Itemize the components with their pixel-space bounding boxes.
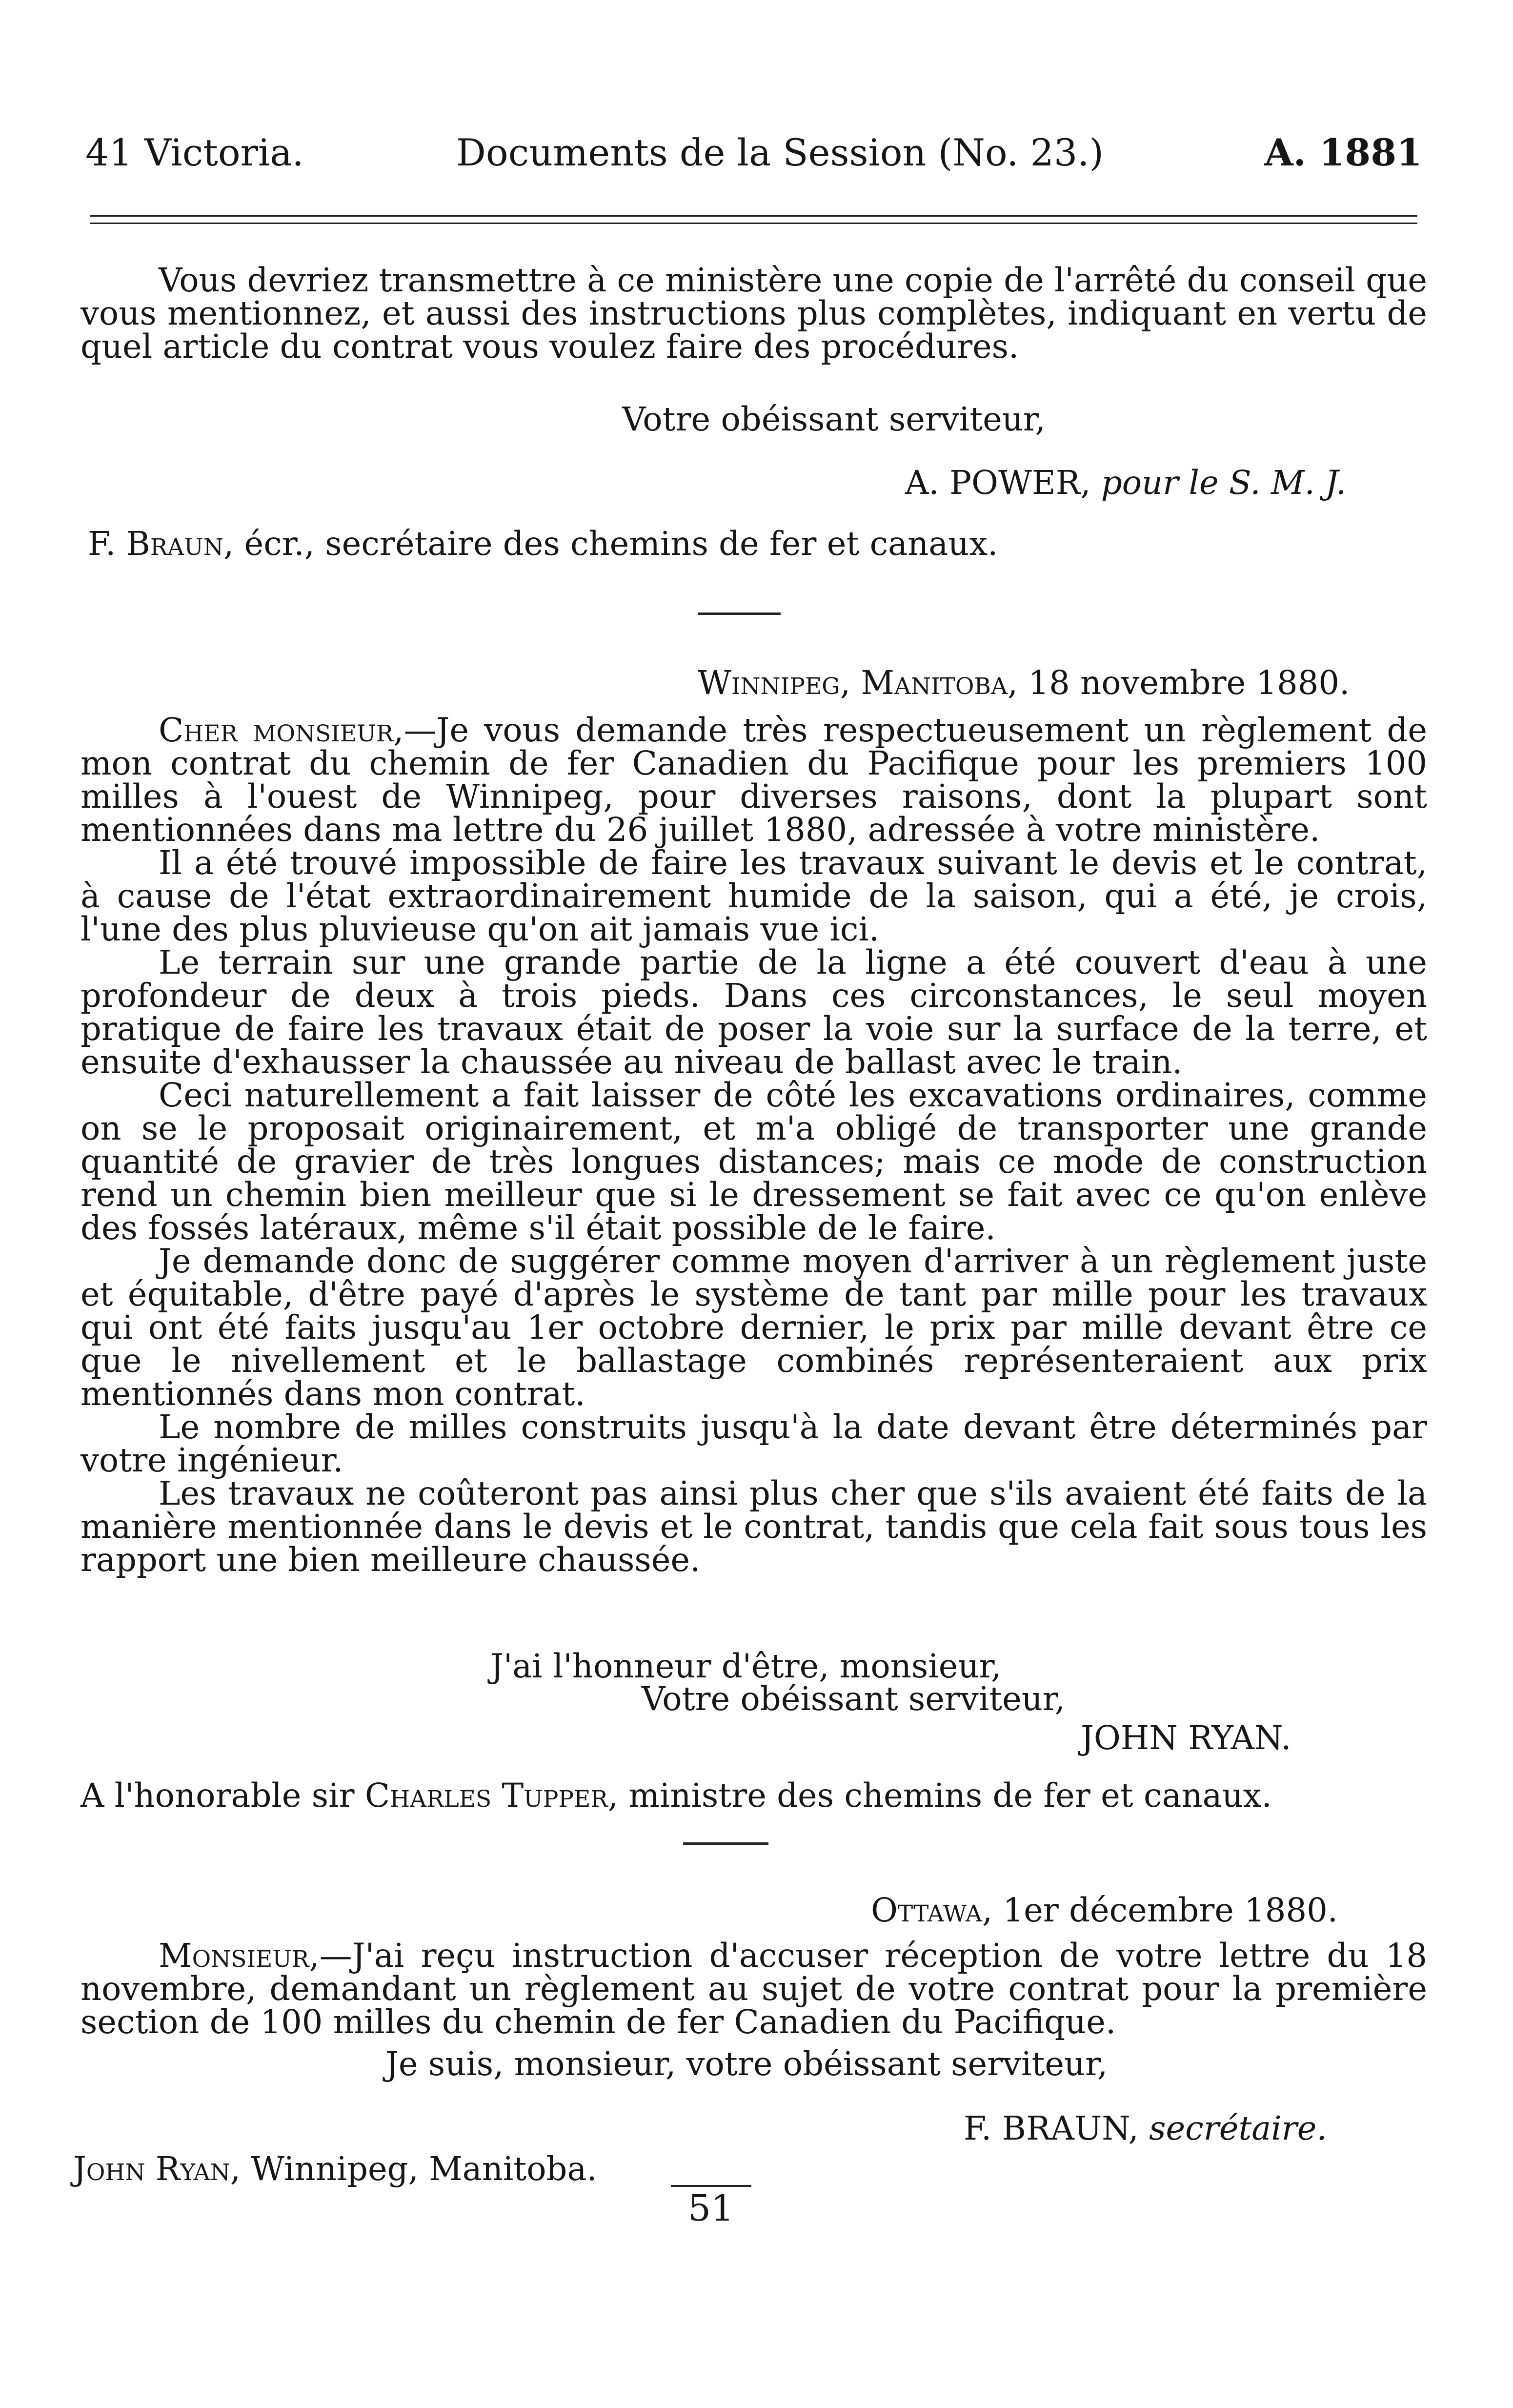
letter2-paragraph: Cher monsieur,—Je vous demande très respectueusement un règlement de mon contrat du chemin de fer Canadien du Pacifique pour les premiers 100 milles à l'ouest de Winnipeg, pour diverses raisons, dont la plupart sont mentionnées dans ma lettre du 26 juillet 1880, adressée à votre ministère.	[81, 711, 1427, 849]
letter3-dateline: Ottawa, 1er décembre 1880.	[871, 1891, 1338, 1929]
letter2-paragraph: Il a été trouvé impossible de faire les travaux suivant le devis et le contrat, à cause de l'état extraordinairement humide de la saison, qui a été, je crois, l'une des plus pluvieuse qu'on ait jamais vue ici.	[81, 844, 1427, 948]
letter2-closing-2: Votre obéissant serviteur,	[642, 1680, 1065, 1718]
letter2-paragraph: Les travaux ne coûteront pas ainsi plus cher que s'ils avaient été faits de la manière mentionnée dans le devis et le contrat, tandis que cela fait sous tous les rapport une bien meilleure chaussée.	[81, 1474, 1427, 1579]
letter2-paragraph: Ceci naturellement a fait laisser de côté les excavations ordinaires, comme on se le proposait originairement, et m'a obligé de transporter une grande quantité de gravier de très longues distances; mais ce mode de construction rend un chemin bien meilleur que si le dressement se fait avec ce qu'on enlève des fossés latéraux, même s'il était possible de le faire.	[81, 1076, 1427, 1247]
page-number: 51	[688, 2187, 734, 2229]
header-regnal-year: 41 Victoria.	[85, 131, 304, 174]
letter1-body: Vous devriez transmettre à ce ministère une copie de l'arrêté du conseil que vous mentionnez, et aussi des instructions plus complètes, indiquant en vertu de quel article du contrat vous voulez faire des procédures.	[81, 261, 1427, 366]
running-header	[85, 131, 1422, 180]
section-separator	[698, 612, 781, 615]
letter3-signature: F. BRAUN, secrétaire.	[964, 2109, 1327, 2147]
header-rule	[90, 215, 1417, 217]
header-rule-secondary	[90, 223, 1417, 224]
letter2-paragraph: Le terrain sur une grande partie de la ligne a été couvert d'eau à une profondeur de deux à trois pieds. Dans ces circonstances, le seul moyen pratique de faire les travaux était de poser la voie sur la surface de la terre, et ensuite d'exhausser la chaussée au niveau de ballast avec le train.	[81, 943, 1427, 1081]
header-title: Documents de la Session (No. 23.)	[456, 131, 1104, 174]
letter2-addressee: A l'honorable sir Charles Tupper, ministre des chemins de fer et canaux.	[81, 1776, 1272, 1815]
letter2-signature: JOHN RYAN.	[1081, 1719, 1291, 1757]
letter2-paragraph: Le nombre de milles construits jusqu'à la date devant être déterminés par votre ingénieur.	[81, 1408, 1427, 1479]
letter1-addressee: F. Braun, écr., secrétaire des chemins de fer et canaux.	[88, 525, 998, 563]
letter2-paragraph: Je demande donc de suggérer comme moyen d'arriver à un règlement juste et équitable, d'être payé d'après le système de tant par mille pour les travaux qui ont été faits jusqu'au 1er octobre dernier, le prix par mille devant être ce que le nivellement et le ballastage combinés représenteraient aux prix mentionnés dans mon contrat.	[81, 1242, 1427, 1413]
letter2-body	[81, 711, 1427, 1579]
letter3-closing: Je suis, monsieur, votre obéissant serviteur,	[385, 2045, 1108, 2083]
letter2-closing: J'ai l'honneur d'être, monsieur,	[490, 1647, 1002, 1685]
header-year: A. 1881	[1264, 131, 1422, 174]
letter1-signature: A. POWER, pour le S. M. J.	[905, 464, 1347, 502]
letter3-body: Monsieur,—J'ai reçu instruction d'accuser réception de votre lettre du 18 novembre, demandant un règlement au sujet de votre contrat pour la première section de 100 milles du chemin de fer Canadien du Pacifique.	[81, 1937, 1427, 2041]
letter1-closing: Votre obéissant serviteur,	[622, 400, 1046, 438]
footer-separator	[671, 2185, 751, 2187]
section-separator	[683, 1842, 768, 1845]
letter3-addressee: John Ryan, Winnipeg, Manitoba.	[73, 2150, 597, 2188]
letter2-dateline: Winnipeg, Manitoba, 18 novembre 1880.	[698, 664, 1350, 702]
